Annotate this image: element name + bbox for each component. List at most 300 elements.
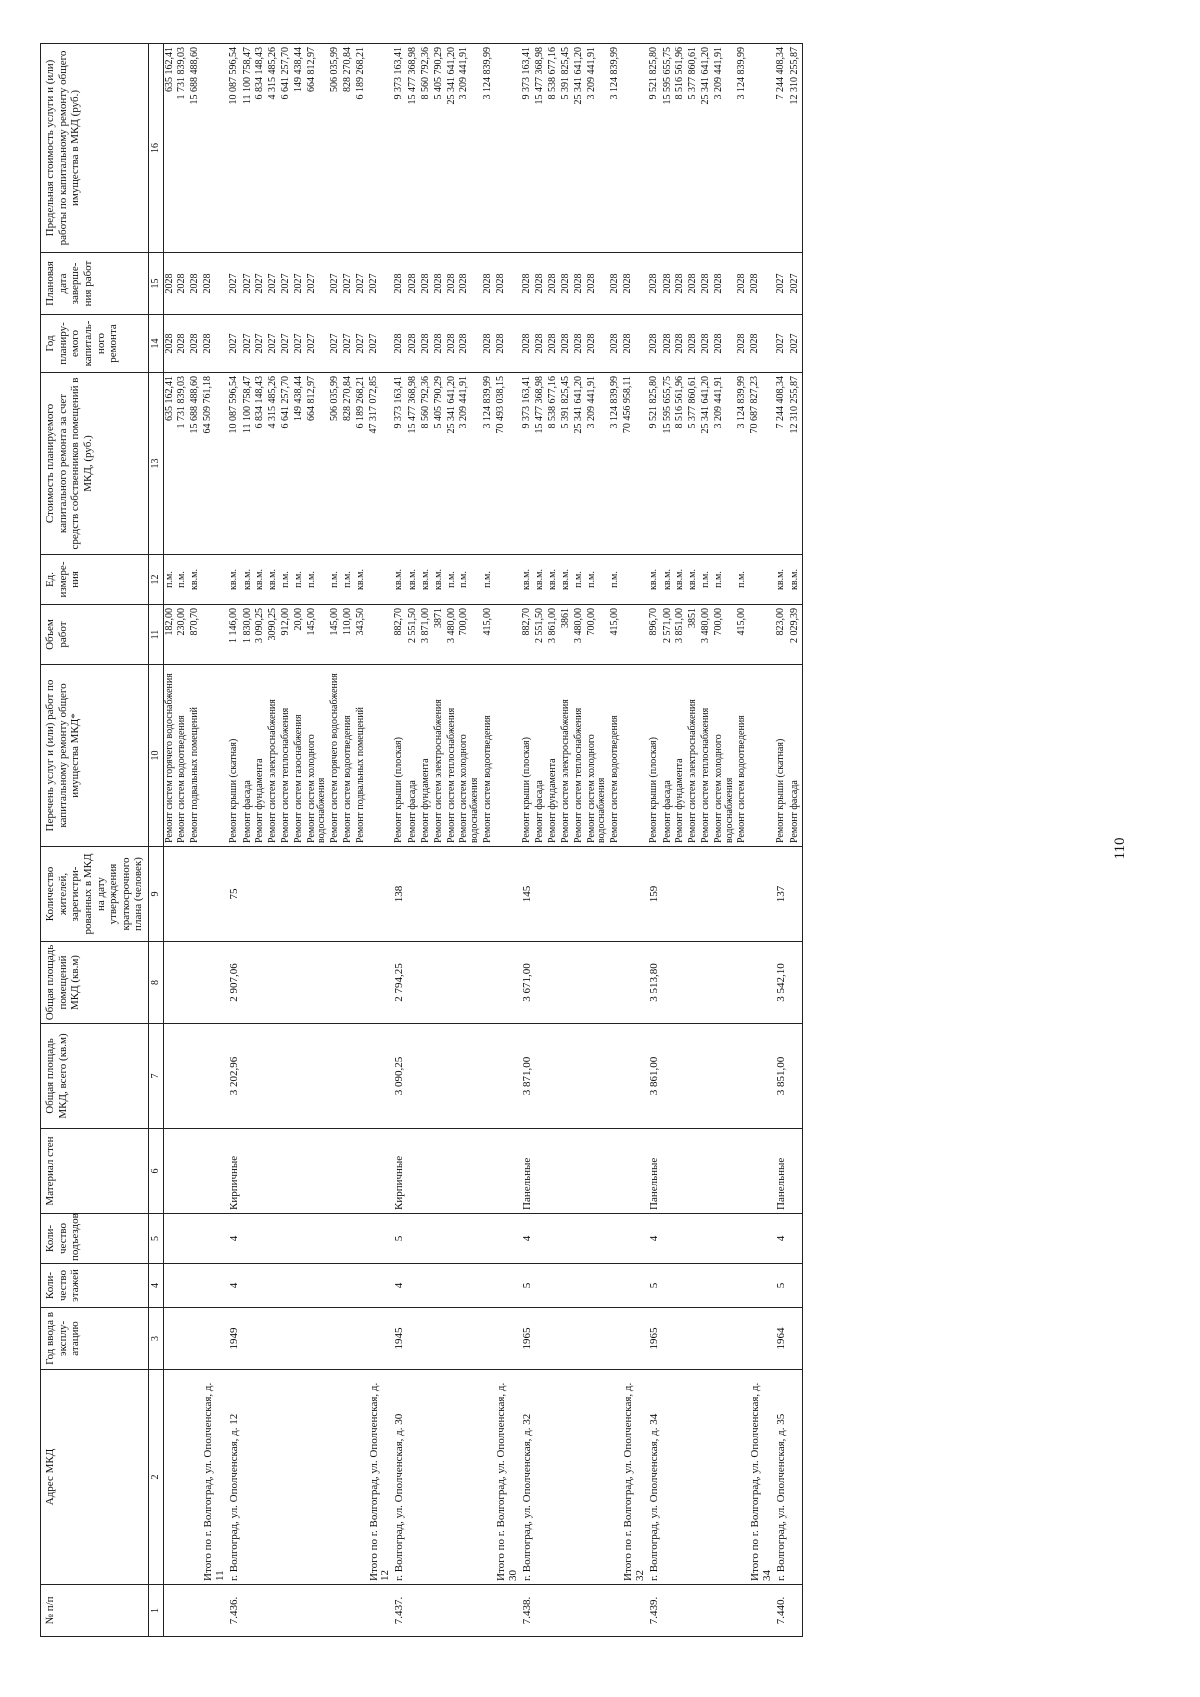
row-number: 7.438.	[521, 1585, 535, 1637]
date-cell: 2028	[573, 253, 586, 315]
empty-cell	[446, 847, 459, 942]
empty-cell	[446, 1308, 459, 1370]
empty-cell	[446, 1024, 459, 1129]
unit-cell: кв.м.	[267, 555, 280, 605]
column-number: 3	[149, 1308, 164, 1370]
empty-cell	[622, 847, 648, 942]
empty-cell	[482, 847, 495, 942]
empty-cell	[267, 1264, 280, 1308]
date-cell: 2027	[254, 253, 267, 315]
volume-cell: 3 480,00	[446, 605, 459, 665]
empty-cell	[242, 1585, 255, 1637]
column-number: 11	[149, 605, 164, 665]
empty-cell	[420, 1585, 433, 1637]
empty-cell	[713, 1024, 737, 1129]
empty-cell	[254, 1308, 267, 1370]
empty-cell	[254, 1214, 267, 1264]
empty-cell	[736, 847, 749, 942]
empty-cell	[482, 942, 495, 1024]
empty-cell	[622, 1264, 648, 1308]
year-cell: 2028	[189, 315, 202, 373]
empty-cell	[189, 1024, 202, 1129]
empty-cell	[306, 1129, 330, 1214]
cost-cell: 8 560 792,36	[420, 373, 433, 555]
cost-cell: 15 688 488,60	[189, 373, 202, 555]
year-cell: 2028	[713, 315, 737, 373]
column-number: 13	[149, 373, 164, 555]
column-number-row	[149, 44, 164, 1637]
date-cell: 2028	[534, 253, 547, 315]
empty-cell	[329, 1024, 342, 1129]
cost-cell: 5 405 790,29	[433, 373, 446, 555]
cost-cell: 6 641 257,70	[280, 373, 293, 555]
work-row	[662, 44, 675, 1637]
unit-cell: п.м.	[573, 555, 586, 605]
date-cell: 2028	[420, 253, 433, 315]
limit-cell: 635 162,41	[163, 44, 176, 253]
limit-cell: 506 035,99	[329, 44, 342, 253]
entrances-count: 4	[775, 1214, 789, 1264]
empty-cell	[534, 1024, 547, 1129]
empty-cell	[293, 1214, 306, 1264]
empty-cell	[609, 1264, 622, 1308]
column-number: 16	[149, 44, 164, 253]
cost-cell: 3 209 441,91	[458, 373, 482, 555]
date-cell: 2028	[393, 253, 407, 315]
header-cell: Год ввода в эксплу-атацию	[41, 1308, 149, 1370]
empty-cell	[267, 1370, 280, 1585]
limit-cell: 828 270,84	[342, 44, 355, 253]
limit-cell: 6 641 257,70	[280, 44, 293, 253]
work-cell: Ремонт систем горячего водоснабжения	[329, 665, 342, 847]
empty-cell	[749, 1264, 775, 1308]
total-row	[622, 44, 648, 1637]
volume-cell: 3 090,25	[254, 605, 267, 665]
empty-cell	[789, 1308, 802, 1370]
empty-cell	[736, 1370, 749, 1585]
year-cell: 2027	[228, 315, 242, 373]
entrances-count: 4	[521, 1214, 535, 1264]
limit-cell: 25 341 641,20	[573, 44, 586, 253]
unit-cell: п.м.	[176, 555, 189, 605]
limit-cell: 15 595 655,75	[662, 44, 675, 253]
unit-cell: п.м.	[713, 555, 737, 605]
cost-cell: 3 209 441,91	[586, 373, 610, 555]
empty-cell	[267, 847, 280, 942]
year-cell: 2028	[433, 315, 446, 373]
empty-cell	[254, 1370, 267, 1585]
empty-cell	[355, 1370, 368, 1585]
work-cell: Ремонт крыши (плоская)	[521, 665, 535, 847]
year-cell: 2028	[573, 315, 586, 373]
cost-cell: 15 595 655,75	[662, 373, 675, 555]
unit-cell: п.м.	[446, 555, 459, 605]
address-cell: г. Волгоград, ул. Ополченская, д. 34	[648, 1370, 662, 1585]
area-total: 3 851,00	[775, 1024, 789, 1129]
limit-cell: 3 124 839,99	[482, 44, 495, 253]
empty-cell	[306, 1214, 330, 1264]
limit-cell: 6 189 268,21	[355, 44, 368, 253]
empty-cell	[280, 1370, 293, 1585]
residents-count: 145	[521, 847, 535, 942]
empty-cell	[446, 1370, 459, 1585]
column-number: 8	[149, 942, 164, 1024]
cost-cell: 506 035,99	[329, 373, 342, 555]
building-row	[393, 44, 407, 1637]
empty-cell	[560, 1024, 573, 1129]
empty-cell	[446, 1264, 459, 1308]
work-cell: Ремонт фасада	[242, 665, 255, 847]
date-cell: 2027	[280, 253, 293, 315]
empty-cell	[789, 1585, 802, 1637]
empty-cell	[789, 1129, 802, 1214]
empty-cell	[368, 1024, 394, 1129]
volume-cell: 3861	[560, 605, 573, 665]
limit-cell: 5 391 825,45	[560, 44, 573, 253]
empty-cell	[242, 1264, 255, 1308]
empty-cell	[547, 1214, 560, 1264]
empty-cell	[189, 1370, 202, 1585]
empty-cell	[674, 942, 687, 1024]
empty-cell	[420, 942, 433, 1024]
empty-cell	[163, 1264, 176, 1308]
work-cell: Ремонт систем холодного водоснабжения	[713, 665, 737, 847]
empty-cell	[329, 1129, 342, 1214]
total-year: 2028	[749, 315, 775, 373]
empty-cell	[202, 1024, 228, 1129]
empty-cell	[420, 1024, 433, 1129]
date-cell: 2028	[176, 253, 189, 315]
empty-cell	[560, 847, 573, 942]
year-cell: 2028	[458, 315, 482, 373]
empty-cell	[736, 1264, 749, 1308]
empty-cell	[713, 1370, 737, 1585]
empty-cell	[355, 1308, 368, 1370]
limit-cell: 3 124 839,99	[609, 44, 622, 253]
unit-cell: п.м.	[342, 555, 355, 605]
empty-cell	[749, 1308, 775, 1370]
empty-cell	[789, 1264, 802, 1308]
empty-cell	[329, 1585, 342, 1637]
empty-cell	[342, 1308, 355, 1370]
work-row	[420, 44, 433, 1637]
column-number: 10	[149, 665, 164, 847]
empty-cell	[749, 1214, 775, 1264]
empty-cell	[433, 1129, 446, 1214]
volume-cell: 110,00	[342, 605, 355, 665]
empty-cell	[407, 1585, 420, 1637]
column-number: 2	[149, 1370, 164, 1585]
cost-cell: 7 244 408,34	[775, 373, 789, 555]
empty-cell	[749, 1585, 775, 1637]
empty-cell	[355, 1129, 368, 1214]
empty-cell	[674, 1585, 687, 1637]
empty-cell	[163, 942, 176, 1024]
empty-cell	[368, 1214, 394, 1264]
wall-material: Панельные	[648, 1129, 662, 1214]
empty-cell	[293, 942, 306, 1024]
empty-cell	[458, 847, 482, 942]
header-cell: Предельная стоимость услуги и (или) работы по капитальному ремонту общего имущества в МКД (руб.)	[41, 44, 149, 253]
empty-cell	[495, 1308, 521, 1370]
empty-cell	[713, 942, 737, 1024]
date-cell: 2027	[342, 253, 355, 315]
work-row	[560, 44, 573, 1637]
year-built: 1945	[393, 1308, 407, 1370]
empty-cell	[674, 1129, 687, 1214]
empty-cell	[687, 1024, 700, 1129]
date-cell: 2028	[547, 253, 560, 315]
total-year: 2028	[622, 315, 648, 373]
cost-cell: 635 162,41	[163, 373, 176, 555]
empty-cell	[329, 847, 342, 942]
work-row	[254, 44, 267, 1637]
entrances-count: 4	[228, 1214, 242, 1264]
empty-cell	[622, 44, 648, 253]
empty-cell	[446, 1214, 459, 1264]
year-cell: 2027	[789, 315, 802, 373]
floors-count: 5	[521, 1264, 535, 1308]
empty-cell	[202, 555, 228, 605]
empty-cell	[713, 1214, 737, 1264]
empty-cell	[573, 847, 586, 942]
year-cell: 2028	[700, 315, 713, 373]
empty-cell	[534, 1214, 547, 1264]
empty-cell	[342, 847, 355, 942]
empty-cell	[749, 44, 775, 253]
work-cell: Ремонт фасада	[662, 665, 675, 847]
empty-cell	[789, 1214, 802, 1264]
date-cell: 2027	[267, 253, 280, 315]
entrances-count: 4	[648, 1214, 662, 1264]
empty-cell	[458, 1370, 482, 1585]
address-cell: г. Волгоград, ул. Ополченская, д. 30	[393, 1370, 407, 1585]
empty-cell	[609, 1024, 622, 1129]
empty-cell	[736, 1024, 749, 1129]
empty-cell	[189, 1129, 202, 1214]
empty-cell	[329, 942, 342, 1024]
year-cell: 2027	[280, 315, 293, 373]
header-cell: Количество жителей, зарегистри-рованных в МКД на дату утверждения краткосрочного плана (человек)	[41, 847, 149, 942]
total-label: Итого по г. Волгоград, ул. Ополченская, д. 34	[749, 1370, 775, 1585]
empty-cell	[662, 942, 675, 1024]
limit-cell: 6 834 148,43	[254, 44, 267, 253]
empty-cell	[736, 1308, 749, 1370]
empty-cell	[789, 847, 802, 942]
empty-cell	[242, 1370, 255, 1585]
empty-cell	[534, 1585, 547, 1637]
empty-cell	[662, 847, 675, 942]
work-row	[433, 44, 446, 1637]
empty-cell	[674, 1024, 687, 1129]
total-cost: 70 456 958,11	[622, 373, 648, 555]
empty-cell	[355, 1024, 368, 1129]
cost-cell: 9 373 163,41	[521, 373, 535, 555]
date-cell: 2028	[482, 253, 495, 315]
unit-cell: п.м.	[586, 555, 610, 605]
work-row	[446, 44, 459, 1637]
empty-cell	[446, 1585, 459, 1637]
limit-cell: 149 438,44	[293, 44, 306, 253]
empty-cell	[622, 555, 648, 605]
empty-cell	[189, 847, 202, 942]
empty-cell	[749, 1024, 775, 1129]
row-number: 7.436.	[228, 1585, 242, 1637]
cost-cell: 8 516 561,96	[674, 373, 687, 555]
volume-cell: 700,00	[713, 605, 737, 665]
empty-cell	[687, 1129, 700, 1214]
year-cell: 2028	[648, 315, 662, 373]
empty-cell	[749, 847, 775, 942]
empty-cell	[586, 1129, 610, 1214]
volume-cell: 896,70	[648, 605, 662, 665]
empty-cell	[547, 1370, 560, 1585]
empty-cell	[560, 1264, 573, 1308]
work-row	[534, 44, 547, 1637]
empty-cell	[700, 942, 713, 1024]
empty-cell	[293, 1129, 306, 1214]
volume-cell: 182,00	[163, 605, 176, 665]
empty-cell	[202, 1214, 228, 1264]
limit-cell: 11 100 758,47	[242, 44, 255, 253]
empty-cell	[306, 847, 330, 942]
empty-cell	[674, 1264, 687, 1308]
date-cell: 2027	[355, 253, 368, 315]
work-cell: Ремонт систем холодного водоснабжения	[458, 665, 482, 847]
empty-cell	[547, 1264, 560, 1308]
limit-cell: 3 209 441,91	[458, 44, 482, 253]
cost-cell: 15 477 368,98	[534, 373, 547, 555]
cost-cell: 828 270,84	[342, 373, 355, 555]
empty-cell	[242, 847, 255, 942]
empty-cell	[433, 1024, 446, 1129]
row-number: 7.437.	[393, 1585, 407, 1637]
empty-cell	[242, 1129, 255, 1214]
total-date: 2028	[202, 253, 228, 315]
empty-cell	[495, 1214, 521, 1264]
limit-cell: 3 124 839,99	[736, 44, 749, 253]
year-cell: 2027	[242, 315, 255, 373]
work-cell: Ремонт систем горячего водоснабжения	[163, 665, 176, 847]
work-row	[329, 44, 342, 1637]
volume-cell: 415,00	[482, 605, 495, 665]
empty-cell	[176, 847, 189, 942]
empty-cell	[622, 1214, 648, 1264]
limit-cell: 9 521 825,80	[648, 44, 662, 253]
page-number: 110	[1112, 837, 1128, 860]
date-cell: 2027	[293, 253, 306, 315]
empty-cell	[700, 1308, 713, 1370]
volume-cell: 912,00	[280, 605, 293, 665]
limit-cell: 1 731 839,03	[176, 44, 189, 253]
empty-cell	[609, 1370, 622, 1585]
column-number: 14	[149, 315, 164, 373]
limit-cell: 664 812,97	[306, 44, 330, 253]
empty-cell	[586, 1370, 610, 1585]
area-rooms: 2 794,25	[393, 942, 407, 1024]
empty-cell	[293, 1585, 306, 1637]
wall-material: Панельные	[521, 1129, 535, 1214]
empty-cell	[176, 942, 189, 1024]
header-cell: Коли-чество этажей	[41, 1264, 149, 1308]
empty-cell	[560, 942, 573, 1024]
total-cost: 47 317 072,85	[368, 373, 394, 555]
year-cell: 2028	[674, 315, 687, 373]
header-cell: Адрес МКД	[41, 1370, 149, 1585]
empty-cell	[482, 1370, 495, 1585]
empty-cell	[713, 1308, 737, 1370]
empty-cell	[407, 847, 420, 942]
empty-cell	[749, 942, 775, 1024]
empty-cell	[700, 1264, 713, 1308]
date-cell: 2028	[609, 253, 622, 315]
empty-cell	[189, 1264, 202, 1308]
volume-cell: 882,70	[393, 605, 407, 665]
total-label: Итого по г. Волгоград, ул. Ополченская, д. 32	[622, 1370, 648, 1585]
unit-cell: кв.м.	[355, 555, 368, 605]
volume-cell: 145,00	[306, 605, 330, 665]
unit-cell: кв.м.	[189, 555, 202, 605]
cost-cell: 9 521 825,80	[648, 373, 662, 555]
year-cell: 2028	[534, 315, 547, 373]
empty-cell	[420, 1370, 433, 1585]
empty-cell	[329, 1264, 342, 1308]
empty-cell	[433, 1585, 446, 1637]
cost-cell: 11 100 758,47	[242, 373, 255, 555]
date-cell: 2028	[713, 253, 737, 315]
empty-cell	[407, 1214, 420, 1264]
cost-cell: 25 341 641,20	[446, 373, 459, 555]
empty-cell	[622, 942, 648, 1024]
limit-cell: 15 477 368,98	[534, 44, 547, 253]
empty-cell	[202, 665, 228, 847]
empty-cell	[368, 555, 394, 605]
empty-cell	[458, 1585, 482, 1637]
empty-cell	[547, 942, 560, 1024]
column-number: 1	[149, 1585, 164, 1637]
empty-cell	[368, 44, 394, 253]
work-cell: Ремонт крыши (скатная)	[775, 665, 789, 847]
empty-cell	[433, 1264, 446, 1308]
empty-cell	[586, 1308, 610, 1370]
empty-cell	[560, 1585, 573, 1637]
year-built: 1965	[521, 1308, 535, 1370]
area-total: 3 202,96	[228, 1024, 242, 1129]
work-cell: Ремонт систем холодного водоснабжения	[586, 665, 610, 847]
empty-cell	[368, 665, 394, 847]
empty-cell	[749, 605, 775, 665]
empty-cell	[176, 1585, 189, 1637]
empty-cell	[458, 942, 482, 1024]
work-row	[736, 44, 749, 1637]
total-year: 2028	[202, 315, 228, 373]
cost-cell: 25 341 641,20	[700, 373, 713, 555]
floors-count: 4	[228, 1264, 242, 1308]
column-number: 5	[149, 1214, 164, 1264]
empty-cell	[280, 1585, 293, 1637]
volume-cell: 2 571,00	[662, 605, 675, 665]
header-cell: Ед. измере-ния	[41, 555, 149, 605]
header-row	[41, 44, 149, 1637]
empty-cell	[242, 1024, 255, 1129]
unit-cell: кв.м.	[521, 555, 535, 605]
date-cell: 2028	[189, 253, 202, 315]
date-cell: 2028	[662, 253, 675, 315]
date-cell: 2027	[329, 253, 342, 315]
empty-cell	[789, 1024, 802, 1129]
empty-cell	[342, 1264, 355, 1308]
work-row	[342, 44, 355, 1637]
